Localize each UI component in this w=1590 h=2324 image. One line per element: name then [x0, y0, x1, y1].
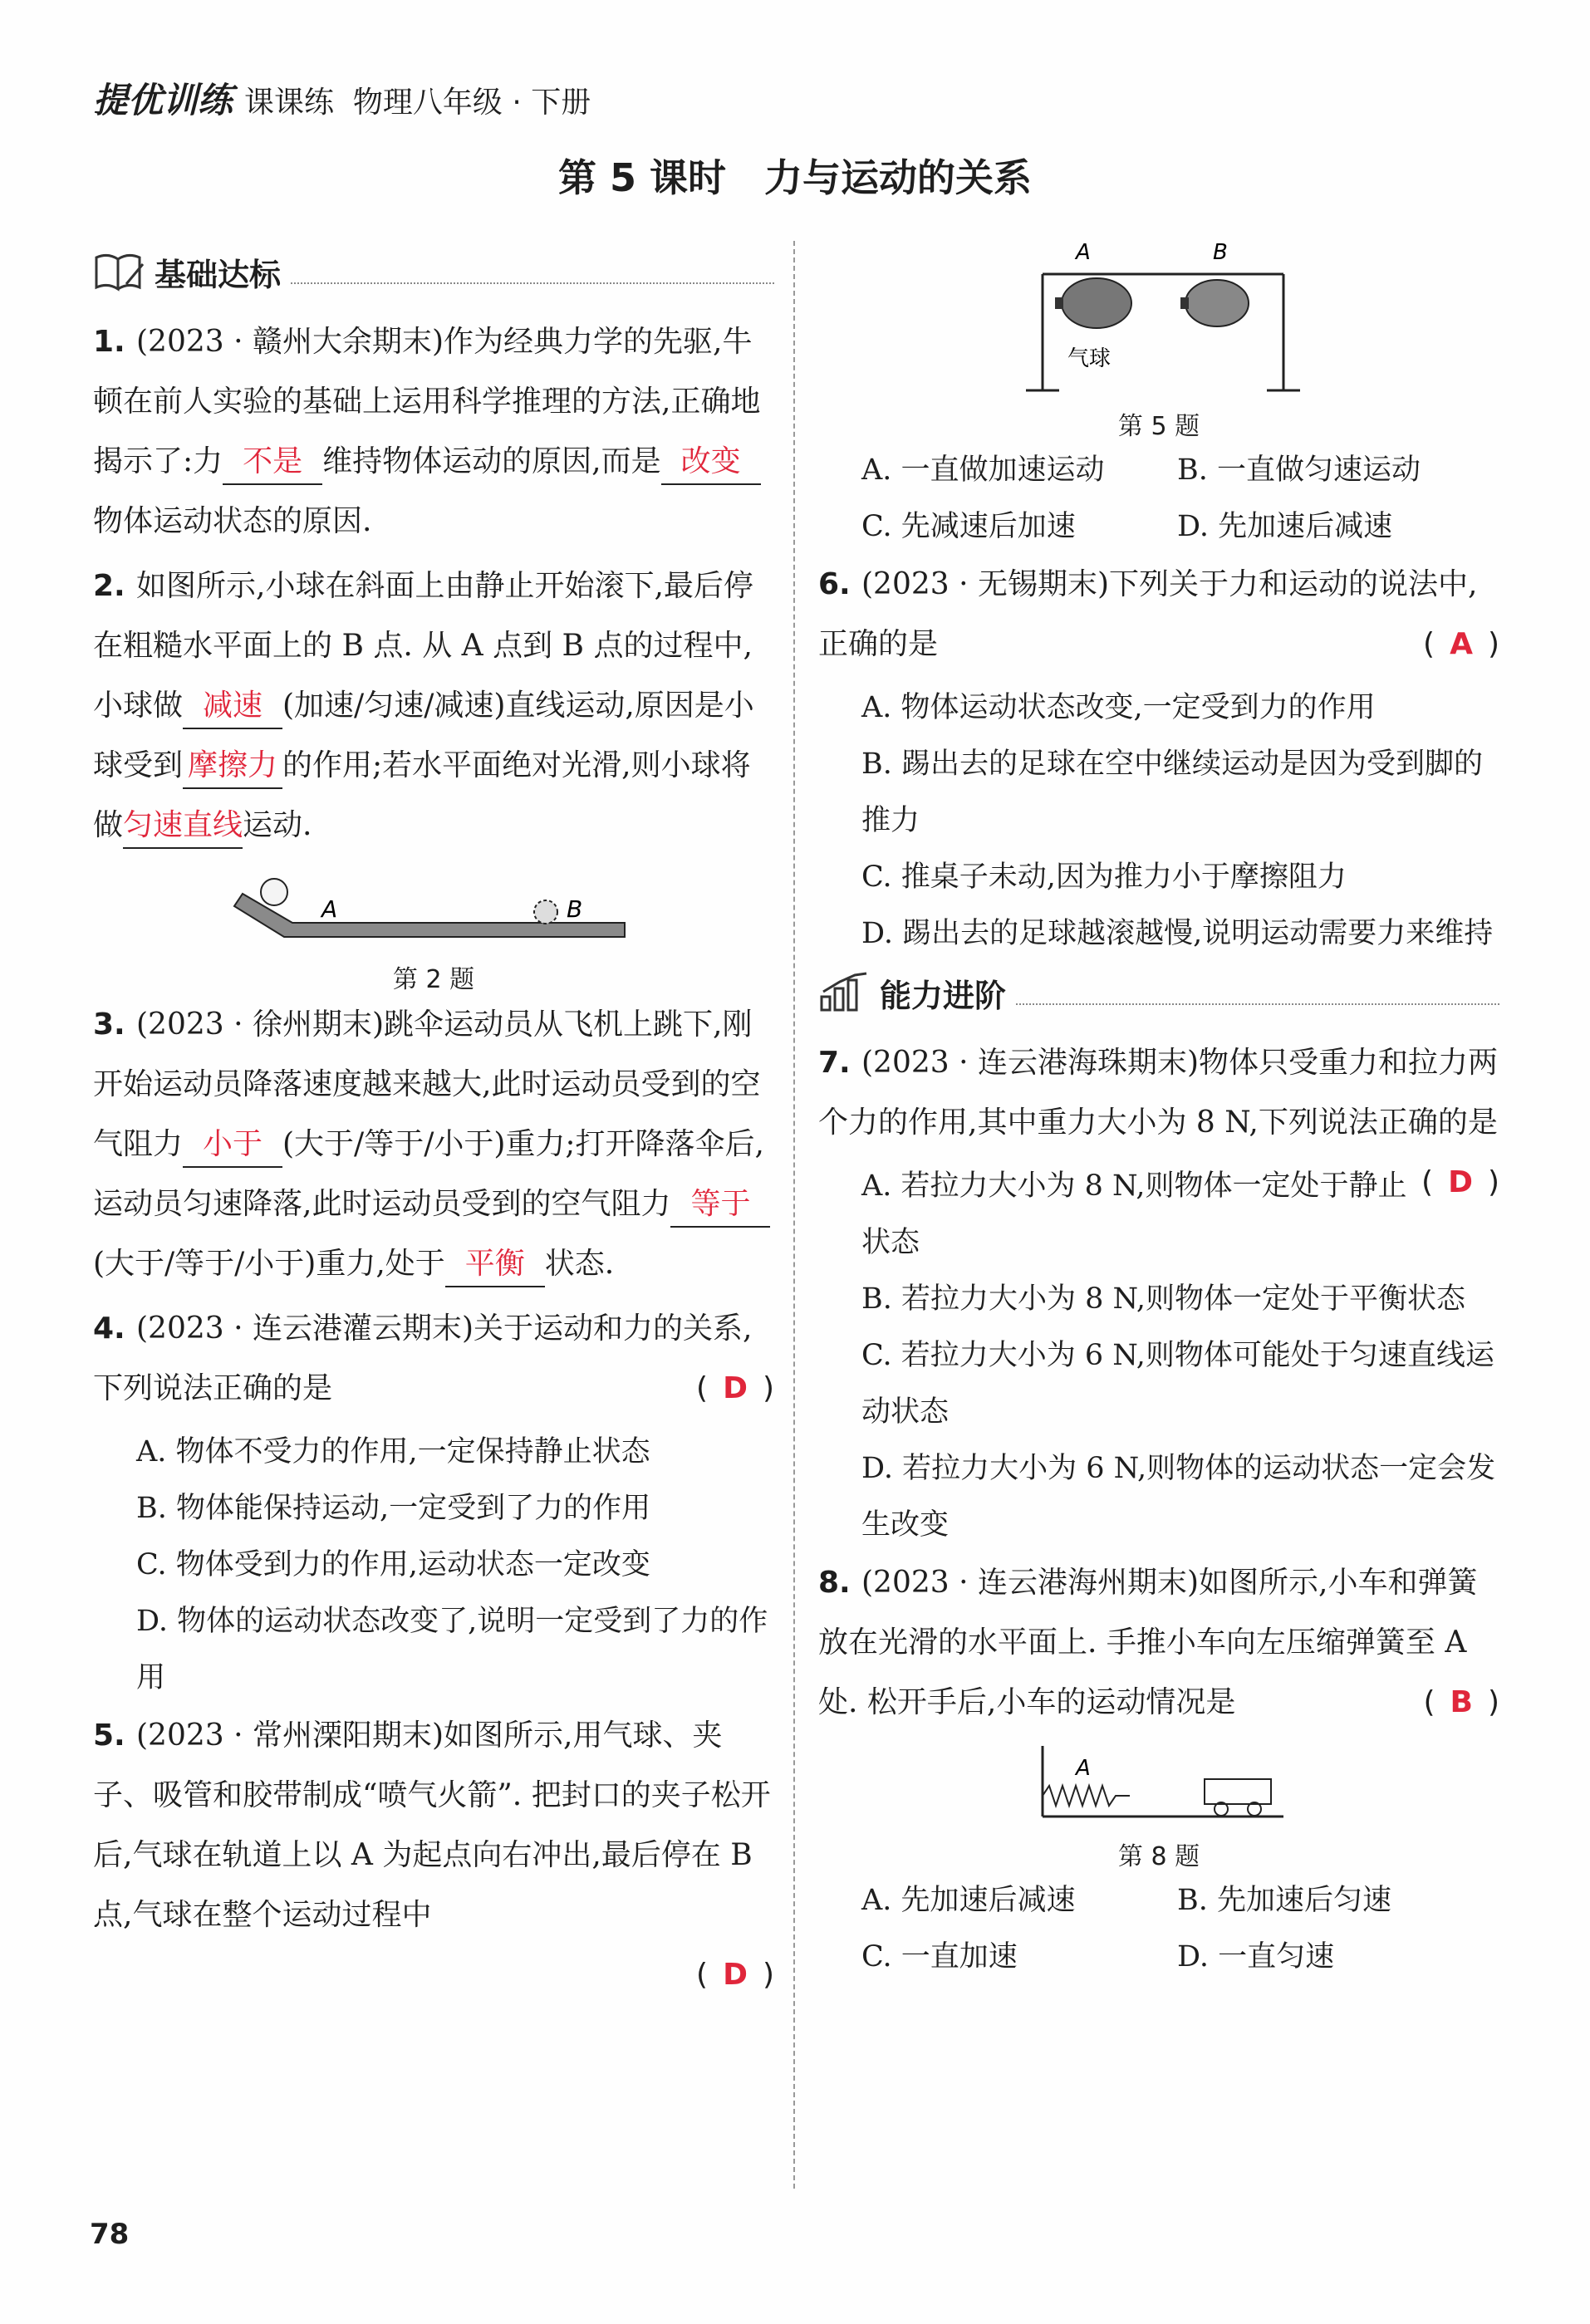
question-4: [93, 1299, 774, 1419]
option: D. 一直匀速: [1177, 1940, 1335, 1973]
question-text: (2023 · 连云港灌云期末)关于运动和力的关系,下列说法正确的是: [93, 1312, 753, 1405]
question-text: (大于/等于/小于)重力,处于: [93, 1247, 445, 1281]
options-q4: [93, 1424, 774, 1706]
spring-cart-diagram: [1026, 1738, 1292, 1829]
option: A. 物体运动状态改变,一定受到力的作用: [861, 691, 1376, 724]
figure-caption: 第 2 题: [392, 965, 475, 994]
answer-blank: 等于: [670, 1183, 770, 1228]
question-text: (2023 · 徐州期末)跳伞运动员从飞机上跳下,刚开始运动员降落速度越来越大,此时运动员受到的空气阻力: [93, 1008, 761, 1161]
question-5: [93, 1706, 774, 2005]
figure-q8: [818, 1738, 1499, 1872]
question-text: 如图所示,小球在斜面上由静止开始滚下,最后停在粗糙水平面上的 B 点. 从 A 点到 B 点的过程中,小球做: [93, 569, 753, 723]
section-divider: [291, 282, 774, 284]
answer-blank: 匀速直线: [123, 804, 243, 849]
answer-bracket: ( D ): [696, 1958, 774, 1992]
question-7: [818, 1033, 1499, 1199]
option: A. 物体不受力的作用,一定保持静止状态: [136, 1435, 650, 1468]
chart-icon: [818, 972, 871, 1013]
answer-letter: D: [723, 1371, 748, 1405]
question-number: 8.: [818, 1566, 851, 1600]
brand-logo: 提优训练: [93, 80, 233, 120]
label-a: A: [1076, 1756, 1091, 1781]
question-text: (大于/等于/小于)重力;打开降落伞后,运动员匀速降落,此时运动员受到的空气阻力: [93, 1127, 764, 1221]
label-b: B: [1213, 241, 1228, 265]
question-number: 5.: [93, 1718, 125, 1753]
question-number: 1.: [93, 325, 125, 359]
option: B. 若拉力大小为 8 N,则物体一定处于平衡状态: [861, 1282, 1466, 1316]
answer-blank: 平衡: [445, 1243, 545, 1287]
question-8: [818, 1553, 1499, 1733]
answer-bracket: ( D ): [1421, 1165, 1499, 1199]
question-number: 2.: [93, 569, 125, 603]
question-1: [93, 312, 774, 552]
page-header: [93, 73, 591, 123]
options-q8: [818, 1872, 1499, 1985]
question-text: (2023 · 常州溧阳期末)如图所示,用气球、夹子、吸管和胶带制成“喷气火箭”. 把封口的夹子松开后,气球在轨道上以 A 为起点向右冲出,最后停在 B 点,气球在整个运动过程中: [93, 1718, 771, 1932]
figure-q5: [818, 241, 1499, 442]
incline-diagram: [218, 860, 650, 952]
question-number: 4.: [93, 1312, 125, 1346]
option: C. 若拉力大小为 6 N,则物体可能处于匀速直线运动状态: [861, 1339, 1494, 1429]
option: B. 物体能保持运动,一定受到了力的作用: [136, 1492, 651, 1525]
option: D. 踢出去的足球越滚越慢,说明运动需要力来维持: [861, 917, 1494, 950]
options-q5: [818, 442, 1499, 555]
answer-letter: B: [1450, 1685, 1473, 1719]
question-6: [818, 555, 1499, 674]
question-text: 运动.: [243, 808, 312, 842]
option: C. 推桌子未动,因为推力小于摩擦阻力: [861, 860, 1347, 894]
option: A. 一直做加速运动: [861, 454, 1105, 487]
option: B. 踢出去的足球在空中继续运动是因为受到脚的推力: [861, 748, 1483, 837]
question-text: 维持物体运动的原因,而是: [322, 444, 661, 478]
column-divider: [793, 241, 795, 2189]
question-2: [93, 556, 774, 856]
balloon-rocket-diagram: [1009, 241, 1308, 399]
answer-blank: 小于: [183, 1123, 282, 1168]
balloon-label: 气球: [1067, 346, 1112, 371]
options-q7: [818, 1158, 1499, 1553]
answer-bracket: ( B ): [1423, 1685, 1499, 1719]
answer-blank: 不是: [223, 440, 322, 485]
answer-bracket: ( D ): [696, 1371, 774, 1405]
section-basic-label: 基础达标: [155, 256, 282, 293]
option: B. 一直做匀速运动: [1177, 454, 1421, 487]
option: C. 物体受到力的作用,运动状态一定改变: [136, 1548, 650, 1581]
answer-blank: 减速: [183, 684, 282, 729]
figure-caption: 第 8 题: [1117, 1842, 1200, 1871]
label-a: A: [1076, 241, 1091, 265]
book-icon: [93, 251, 146, 292]
label-b: B: [567, 895, 583, 923]
page-number: 78: [90, 2218, 130, 2251]
subject-name: 物理八年级 · 下册: [352, 86, 591, 120]
option: A. 若拉力大小为 8 N,则物体一定处于静止状态: [861, 1169, 1407, 1259]
figure-q2: [93, 860, 774, 995]
option: D. 物体的运动状态改变了,说明一定受到了力的作用: [136, 1605, 768, 1694]
question-text: (加速/匀速/减速)直线运动,原因是小球受到: [93, 689, 754, 782]
section-advanced: [818, 967, 1499, 1018]
option: D. 先加速后减速: [1177, 510, 1393, 543]
question-text: (2023 · 赣州大余期末)作为经典力学的先驱,牛顿在前人实验的基础上运用科学推理的方法,正确地揭示了:力: [93, 325, 761, 478]
question-text: (2023 · 连云港海珠期末)物体只受重力和拉力两个力的作用,其中重力大小为 8 N,下列说法正确的是: [818, 1046, 1499, 1140]
answer-letter: D: [1448, 1165, 1473, 1199]
figure-caption: 第 5 题: [1117, 412, 1200, 441]
answer-blank: 摩擦力: [183, 744, 282, 789]
option: A. 先加速后减速: [861, 1884, 1076, 1917]
question-text: 物体运动状态的原因.: [93, 504, 372, 538]
answer-bracket: ( A ): [1423, 627, 1499, 661]
option: C. 先减速后加速: [861, 510, 1076, 543]
section-divider: [1016, 1003, 1499, 1005]
left-column: [93, 241, 774, 2010]
question-number: 3.: [93, 1008, 125, 1042]
question-3: [93, 995, 774, 1294]
lesson-title: 第 5 课时 力与运动的关系: [557, 155, 1033, 200]
question-number: 6.: [818, 567, 851, 601]
question-text: (2023 · 连云港海州期末)如图所示,小车和弹簧放在光滑的水平面上. 手推小车向左压缩弹簧至 A 处. 松开手后,小车的运动情况是: [818, 1566, 1478, 1719]
option: D. 若拉力大小为 6 N,则物体的运动状态一定会发生改变: [861, 1452, 1496, 1542]
label-a: A: [321, 895, 338, 923]
question-text: 的作用;若水平面绝对光滑,则小球将做: [93, 748, 751, 842]
answer-letter: A: [1450, 627, 1473, 661]
section-basic: [93, 246, 774, 297]
answer-letter: D: [723, 1958, 748, 1992]
question-text: 状态.: [544, 1247, 615, 1281]
question-number: 7.: [818, 1046, 851, 1080]
answer-blank: 改变: [661, 440, 761, 485]
right-column: [818, 241, 1499, 1985]
options-q6: [818, 679, 1499, 962]
option: B. 先加速后匀速: [1177, 1884, 1391, 1917]
option: C. 一直加速: [861, 1940, 1018, 1973]
question-text: (2023 · 无锡期末)下列关于力和运动的说法中,正确的是: [818, 567, 1478, 661]
section-advanced-label: 能力进阶: [880, 977, 1007, 1014]
series-name: 课课练: [244, 86, 335, 120]
